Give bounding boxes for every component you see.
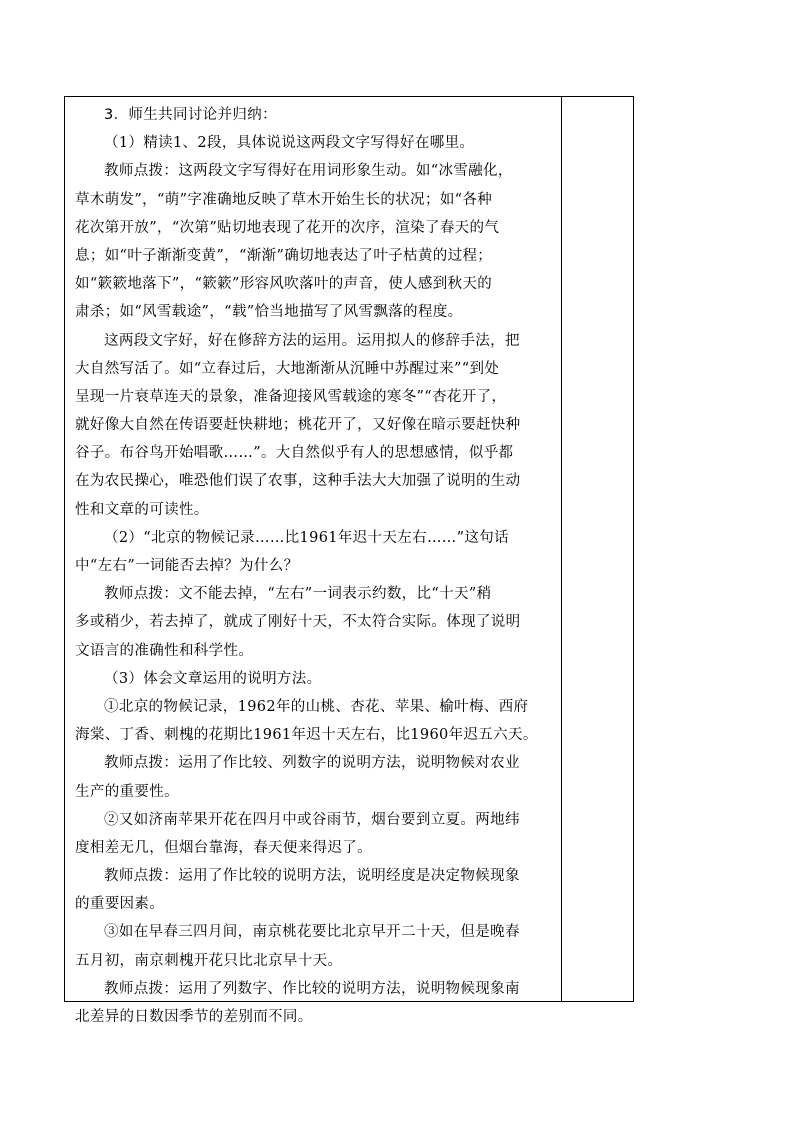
text-line: 这两段文字好，好在修辞方法的运用。运用拟人的修辞手法，把 [104,332,520,349]
text-line: 息；如“叶子渐渐变黄”，“渐渐”确切地表达了叶子枯黄的过程； [75,247,493,264]
text-line: 如“簌簌地落下”，“簌簌”形容风吹落叶的声音，使人感到秋天的 [75,276,493,293]
text-line: 度相差无几，但烟台靠海，春天便来得迟了。 [75,839,372,856]
question-3: （3）体会文章运用的说明方法。 [104,670,322,687]
text-line: 教师点拨：运用了列数字、作比较的说明方法，说明物候现象南 [104,980,520,997]
lesson-table [64,96,634,1025]
section-heading: 3．师生共同讨论并归纳： [104,107,277,123]
text-line: 教师点拨：文不能去掉，“左右”一词表示约数，比“十天”稍 [104,586,492,603]
text-line: 教师点拨：运用了作比较的说明方法，说明经度是决定物候现象 [104,868,520,885]
text-line: 谷子。布谷鸟开始唱歌……”。大自然似乎有人的思想感情，似乎都 [75,445,514,462]
question-1: （1）精读1、2段，具体说说这两段文字写得好在哪里。 [104,135,475,152]
text-line: 教师点拨：运用了作比较、列数字的说明方法，说明物候对农业 [104,755,520,772]
text-line: 教师点拨：这两段文字写得好在用词形象生动。如“冰雪融化， [104,163,513,180]
text-line: 海棠、丁香、刺槐的花期比1961年迟十天左右，比1960年迟五六天。 [75,727,538,744]
notes-cell [562,97,633,1001]
text-line: 呈现一片衰草连天的景象，准备迎接风雪载途的寒冬”“杏花开了， [75,388,507,405]
text-line: 草木萌发”，“萌”字准确地反映了草木开始生长的状况；如“各种 [75,191,493,208]
text-line: 文语言的准确性和科学性。 [75,642,254,659]
text-line: 中“左右”一词能否去掉？为什么？ [75,558,299,574]
text-line: 花次第开放”，“次第”贴切地表现了花开的次序，渲染了春天的气 [75,219,500,236]
text-line: 的重要因素。 [75,896,165,913]
example-2: ②又如济南苹果开花在四月中或谷雨节，烟台要到立夏。两地纬 [104,811,520,828]
text-line: 性和文章的可读性。 [75,501,209,518]
text-line: 就好像大自然在传语要赶快耕地；桃花开了，又好像在暗示要赶快种 [75,417,521,434]
main-cell [75,101,553,1031]
text-line: 生产的重要性。 [75,783,179,800]
text-line: 多或稍少，若去掉了，就成了刚好十天，不太符合实际。体现了说明 [75,614,521,631]
question-2: （2）“北京的物候记录……比1961年迟十天左右……”这句话 [104,529,509,546]
example-1: ①北京的物候记录，1962年的山桃、杏花、苹果、榆叶梅、西府 [104,698,529,715]
text-line: 肃杀；如“风雪载途”，“载”恰当地描写了风雪飘落的程度。 [75,304,463,321]
text-line: 大自然写活了。如“立春过后，大地渐渐从沉睡中苏醒过来”“到处 [75,360,500,377]
example-3: ③如在早春三四月间，南京桃花要比北京早开二十天，但是晚春 [104,924,520,941]
text-line: 五月初，南京刺槐开花只比北京早十天。 [75,952,343,969]
text-line: 北差异的日数因季节的差别而不同。 [75,1009,313,1025]
text-line: 在为农民操心，唯恐他们误了农事，这种手法大大加强了说明的生动 [75,473,521,490]
